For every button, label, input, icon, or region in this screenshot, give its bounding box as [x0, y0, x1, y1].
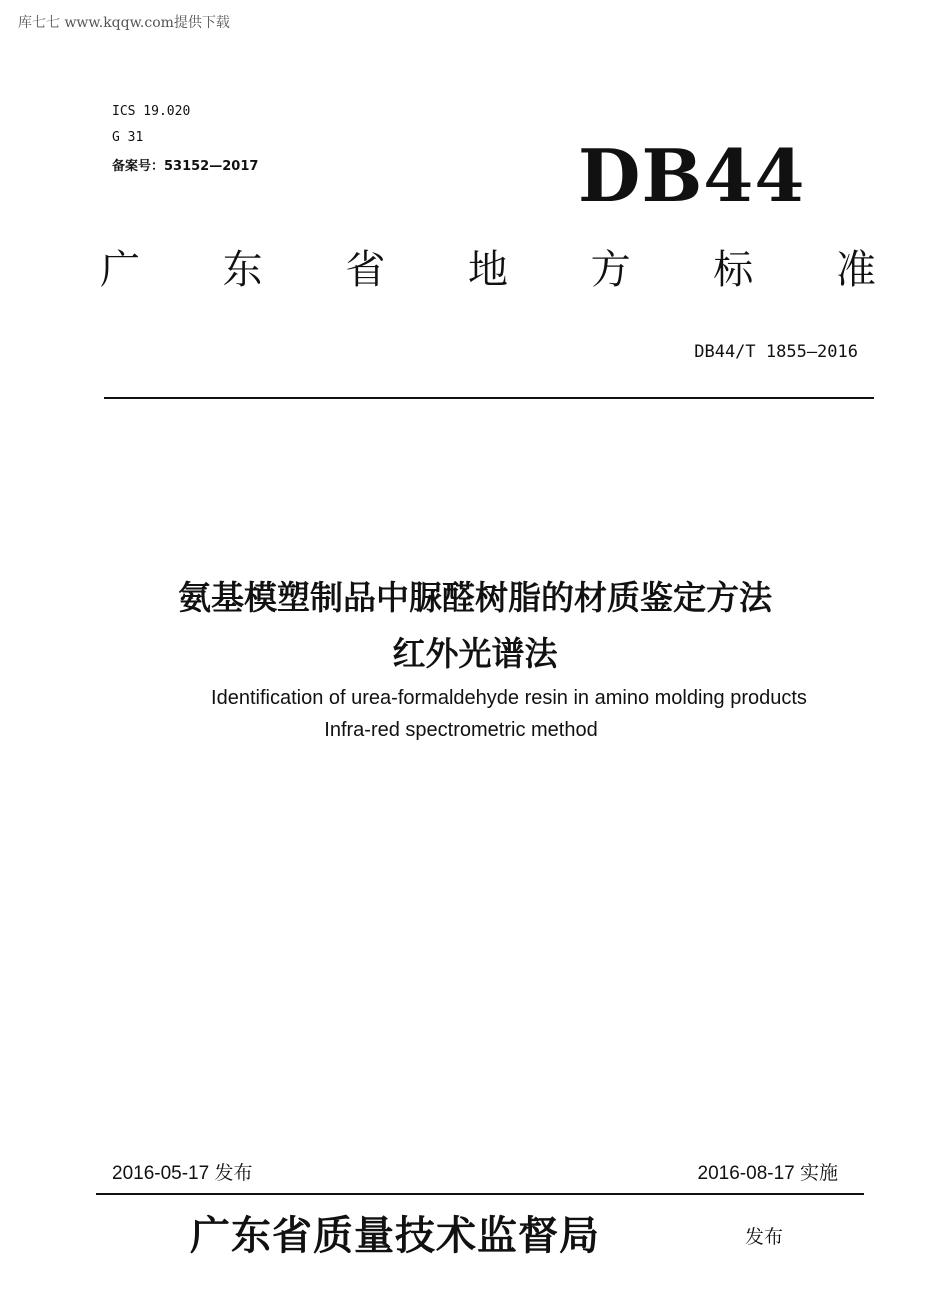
standard-number: DB44/T 1855—2016	[694, 342, 858, 362]
issuer-name: 广东省质量技术监督局	[190, 1212, 600, 1259]
bottom-divider	[96, 1193, 864, 1195]
record-number: 备案号：53152—2017	[112, 159, 259, 174]
standard-type	[100, 247, 876, 293]
standard-type-char: 东	[222, 247, 263, 293]
classification-code: G 31	[112, 130, 144, 145]
db-code: DB44	[578, 133, 806, 218]
title-chinese-line2: 红外光谱法	[392, 634, 558, 673]
standard-type-char: 地	[467, 247, 508, 293]
issuer-action: 发布	[745, 1226, 784, 1248]
ics-code: ICS 19.020	[112, 104, 191, 119]
release-date: 2016-05-17 发布	[112, 1163, 253, 1184]
standard-type-char: 标	[713, 247, 754, 293]
standard-type-char: 省	[345, 247, 386, 293]
title-english-line1: Identification of urea-formaldehyde resin in amino molding products	[211, 687, 807, 709]
standard-type-char: 方	[590, 247, 631, 293]
standard-type-char: 广	[100, 247, 140, 293]
implementation-date: 2016-08-17 实施	[697, 1163, 838, 1184]
top-divider	[104, 397, 874, 399]
title-chinese-line1: 氨基模塑制品中脲醛树脂的材质鉴定方法	[178, 578, 772, 617]
title-english-line2: Infra-red spectrometric method	[324, 719, 598, 741]
standard-type-char: 准	[835, 247, 876, 293]
watermark-text: 库七七 www.kqqw.com提供下载	[18, 15, 230, 31]
